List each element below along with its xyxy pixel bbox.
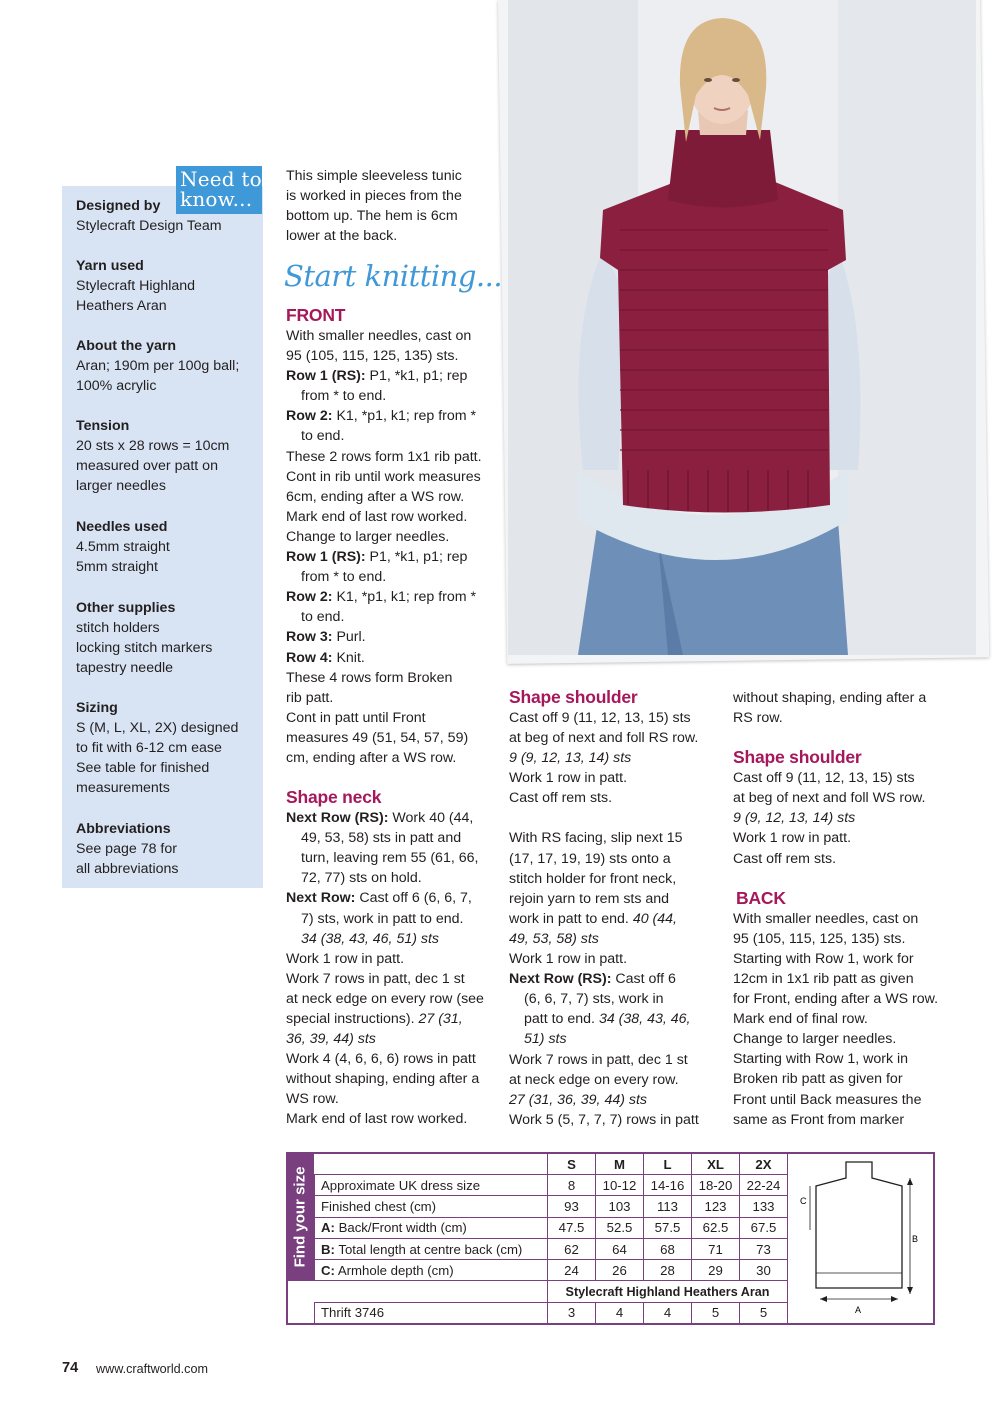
about-yarn-block: About the yarn Aran; 190m per 100g ball; 100% acrylic <box>76 338 240 395</box>
arrow-a-right <box>891 1296 898 1302</box>
size-table <box>314 1153 788 1324</box>
table-row: B: Total length at centre back (cm) 62 64 68 71 73 <box>315 1238 788 1259</box>
need-to-know-badge: Need to know... <box>176 166 262 214</box>
label-c: C <box>800 1196 807 1206</box>
table-header-row: S M L XL 2X <box>315 1154 788 1175</box>
find-your-size-label: Find your size <box>291 1166 309 1267</box>
abbreviations-block: Abbreviations See page 78 for all abbreviations <box>76 821 179 878</box>
label-b: B <box>912 1234 919 1244</box>
shape-neck-heading: Shape neck <box>286 787 382 808</box>
column-shoulder-front: Shape shoulder Cast off 9 (11, 12, 13, 15) sts at beg of next and foll RS row. 9 (9, 12, 13, 14) sts Work 1 row in patt. Cast off rem sts. With RS facing, slip next 15 (17, 17, 19, 19) sts onto a stitch holder for front neck, rejoin yarn to rem sts and work in patt to end. 40 (44, 49, 53, 58) sts Work 1 row in patt. Next Row (RS): Cast off 6 (6, 6, 7, 7) sts, work in patt to end. 34 (38, 43, 46, 51) sts Work 7 rows in patt, dec 1 st at neck edge on every row. 27 (31, 36, 39, 44) sts Work 5 (5, 7, 7, 7) rows in patt <box>509 686 724 1130</box>
arrow-b-bottom <box>907 1287 913 1294</box>
sizing-block: Sizing S (M, L, XL, 2X) designed to fit with 6-12 cm ease See table for finished measurements <box>76 700 239 797</box>
table-row: C: Armhole depth (cm) 24 26 28 29 30 <box>315 1260 788 1281</box>
table-row: Approximate UK dress size 8 10-12 14-16 18-20 22-24 <box>315 1175 788 1196</box>
arrow-b-top <box>907 1178 913 1185</box>
shape-shoulder-heading-2: Shape shoulder <box>733 747 862 768</box>
other-supplies-block: Other supplies stitch holders locking stitch markers tapestry needle <box>76 600 213 677</box>
shape-shoulder-heading: Shape shoulder <box>509 687 638 707</box>
front-heading: FRONT <box>286 305 346 325</box>
arrow-a-left <box>820 1296 827 1302</box>
model-illustration <box>508 0 976 655</box>
designed-by-block: Designed by Stylecraft Design Team <box>76 196 256 236</box>
footer-url[interactable]: www.craftworld.com <box>96 1362 208 1376</box>
needles-block: Needles used 4.5mm straight 5mm straight <box>76 519 170 576</box>
table-row: Finished chest (cm) 93 103 113 123 133 <box>315 1196 788 1217</box>
label-a: A <box>855 1305 862 1315</box>
column-back: without shaping, ending after a RS row. Shape shoulder Cast off 9 (11, 12, 13, 15) sts at beg of next and foll WS row. 9 (9, 12, 13, 14) sts Work 1 row in patt. Cast off rem sts. BACK With smaller needles, cast on 95 (105, 115, 125, 135) sts. Starting with Row 1, work for 12cm in 1x1 rib patt as given for Front, ending after a WS row. Mark end of final row. Change to larger needles. Starting with Row 1, work in Broken rib patt as given for Front until Back measures the same as Front from marker <box>733 688 948 1130</box>
yarn-row: Stylecraft Highland Heathers Aran <box>315 1281 788 1302</box>
table-row: A: Back/Front width (cm) 47.5 52.5 57.5 62.5 67.5 <box>315 1217 788 1238</box>
thrift-row: Thrift 3746 3 4 4 5 5 <box>315 1302 788 1323</box>
model-photo <box>508 0 976 655</box>
page-number: 74 <box>62 1360 79 1376</box>
designed-by-title: Designed by <box>76 198 161 214</box>
column-front: FRONT With smaller needles, cast on 95 (105, 115, 125, 135) sts. Row 1 (RS): P1, *k1, p1; rep from * to end. Row 2: K1, *p1, k1; rep from * to end. These 2 rows form 1x1 rib patt. Cont in rib until work measures 6cm, ending after a WS row. Mark end of last row worked. Change to larger needles. Row 1 (RS): P1, *k1, p1; rep from * to end. Row 2: K1, *p1, k1; rep from * to end. Row 3: Purl. Row 4: Knit. These 4 rows form Broken rib patt. Cont in patt until Front measures 49 (51, 54, 57, 59) cm, ending after a WS row. Shape neck Next Row (RS): Work 40 (44, 49, 53, 58) sts in patt and turn, leaving rem 55 (61, 66, 72, 77) sts on hold. Next Row: Cast off 6 (6, 6, 7, 7) sts, work in patt to end. 34 (38, 43, 46, 51) sts Work 1 row in patt. Work 7 rows in patt, dec 1 st at neck edge on every row (see special instructions). 27 (31, 36, 39, 44) sts Work 4 (4, 6, 6, 6) rows in patt without shaping, ending after a WS row. Mark end of last row worked. <box>286 304 501 1130</box>
garment-schematic <box>796 1158 932 1318</box>
start-knitting-heading: Start knitting... <box>284 259 503 293</box>
tension-block: Tension 20 sts x 28 rows = 10cm measured over patt on larger needles <box>76 418 230 495</box>
back-heading: BACK <box>736 887 786 908</box>
yarn-used-block: Yarn used Stylecraft Highland Heathers Aran <box>76 258 196 315</box>
intro-text: This simple sleeveless tunic is worked in pieces from the bottom up. The hem is 6cm lower at the back. <box>286 168 462 245</box>
tunic-outline <box>816 1162 902 1288</box>
